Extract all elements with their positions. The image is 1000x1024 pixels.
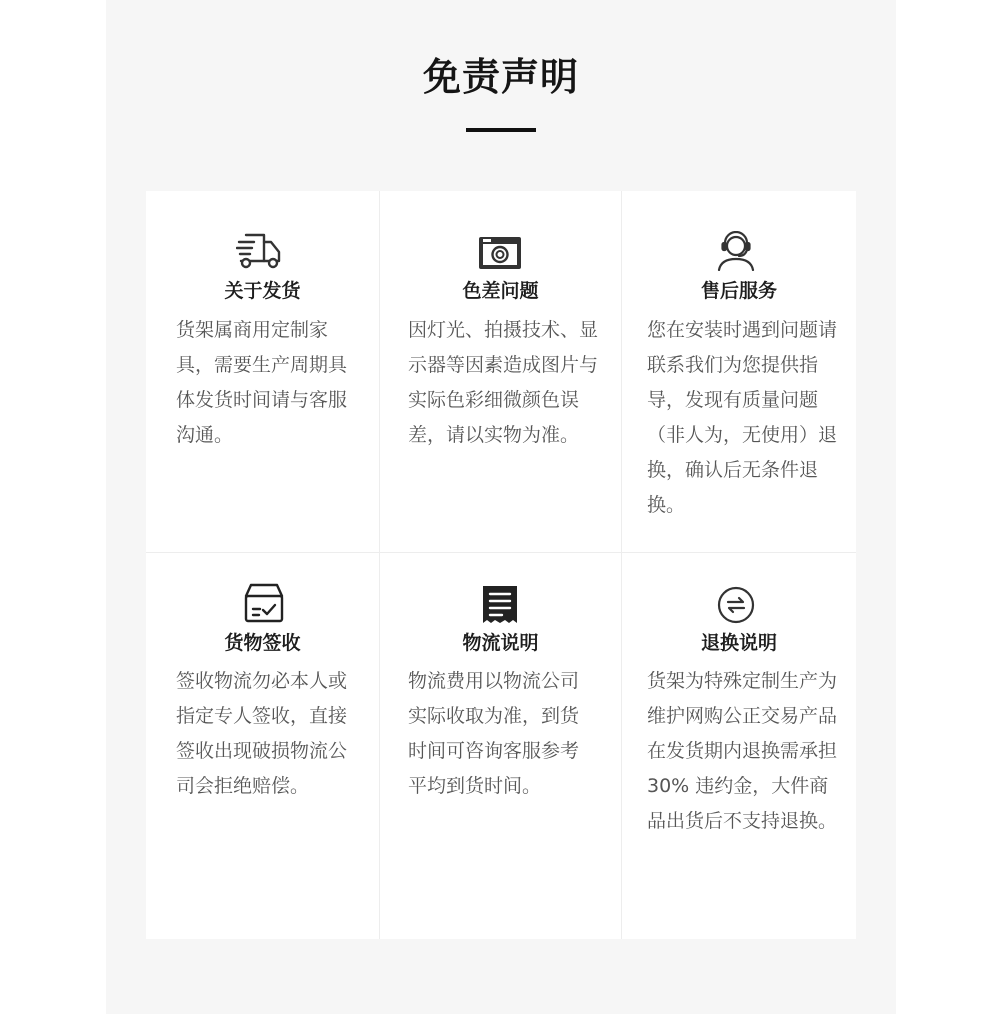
package-check-icon xyxy=(240,583,288,623)
card-shipping xyxy=(146,191,379,552)
card-title: 退换说明 xyxy=(700,632,777,654)
card-description: 货架属商用定制家具，需要生产周期具体发货时间请与客服沟通。 xyxy=(176,319,348,446)
page-title: 免责声明 xyxy=(422,55,579,99)
card-after-sales xyxy=(622,191,856,552)
title-underline xyxy=(466,128,536,132)
card-returns xyxy=(622,553,856,939)
card-title: 色差问题 xyxy=(462,280,539,302)
card-description: 物流费用以物流公司实际收取为准，到货时间可咨询客服参考平均到货时间。 xyxy=(408,670,580,797)
card-color-difference xyxy=(380,191,621,552)
card-description: 您在安装时遇到问题请联系我们为您提供指导，发现有质量问题（非人为，无使用）退换，确认后无条件退换。 xyxy=(647,319,838,516)
customer-service-icon xyxy=(712,231,760,271)
card-description: 货架为特殊定制生产为维护网购公正交易产品在发货期内退换需承担 30% 违约金，大件商品出货后不支持退换。 xyxy=(647,670,838,832)
disclaimer-panel xyxy=(106,0,896,1014)
card-title: 关于发货 xyxy=(224,280,301,302)
receipt-icon xyxy=(476,585,524,625)
card-title: 售后服务 xyxy=(700,280,777,302)
card-description: 因灯光、拍摄技术、显示器等因素造成图片与实际色彩细微颜色误差，请以实物为准。 xyxy=(408,319,599,446)
card-title: 货物签收 xyxy=(224,632,301,654)
camera-icon xyxy=(476,233,524,273)
disclaimer-grid xyxy=(146,191,856,939)
delivery-truck-icon xyxy=(236,231,284,271)
exchange-icon xyxy=(712,585,760,625)
card-title: 物流说明 xyxy=(462,632,539,654)
card-receipt-signing xyxy=(146,553,379,939)
card-description: 签收物流勿必本人或指定专人签收，直接签收出现破损物流公司会拒绝赔偿。 xyxy=(176,670,348,797)
card-logistics xyxy=(380,553,621,939)
